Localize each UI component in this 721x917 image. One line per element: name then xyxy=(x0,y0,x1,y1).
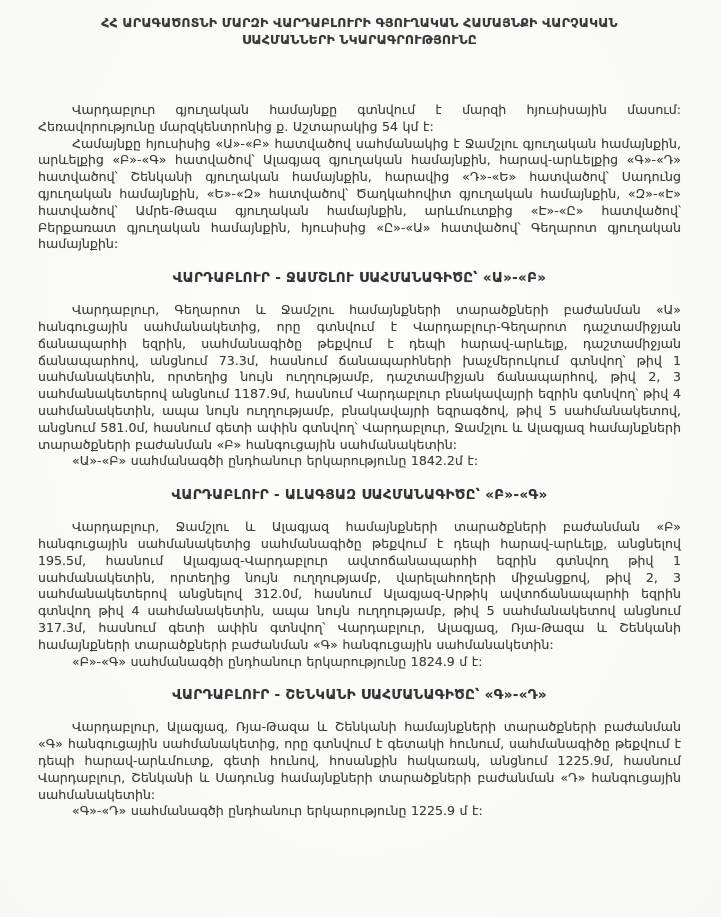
section-2-heading: ՎԱՐԴԱԲԼՈՒՐ - ԱԼԱԳՅԱԶ ՍԱՀՄԱՆԱԳԻԾԸ՝ «Բ»-«Գ» xyxy=(171,487,548,504)
section-3-body: Վարդաբլուր, Ալագյազ, Ռյա-Թազա և Շենկանի համայնքների տարածքների բաժանման «Գ» հանգուցային սահմանակետից, որը գտնվում է գետակի հունում, սահմանագիծը թեքվում է դեպի հարավ-արևմուտք, գետի հունով, հոսանքին հակառակ, անցնում 1225.9մ, հասնում Վարդաբլուր, Շենկանի և Սադունց համայնքների տարածքների բաժանման «Դ» հանգուցային սահմանակետին: xyxy=(38,719,681,802)
section-1-heading: ՎԱՐԴԱԲԼՈՒՐ - ՋԱՄՇԼՈՒ ՍԱՀՄԱՆԱԳԻԾԸ՝ «Ա»-«Բ» xyxy=(172,270,547,287)
section-1-total-length: «Ա»-«Բ» սահմանագծի ընդհանուր երկարությունը 1842.2մ է: xyxy=(72,453,479,469)
document-title: ՀՀ ԱՐԱԳԱԾՈՏՆԻ ՄԱՐԶԻ ՎԱՐԴԱԲԼՈՒՐԻ ԳՅՈՒՂԱԿԱՆ ՀԱՄԱՅՆՔԻ ՎԱՐՉԱԿԱՆ ՍԱՀՄԱՆՆԵՐԻ ՆԿԱՐԱԳՐՈՒԹՅՈՒՆԸ xyxy=(101,15,618,47)
intro-paragraph-location: Վարդաբլուր գյուղական համայնքը գտնվում է մարզի հյուսիսային մասում: Հեռավորությունը մարզկենտրոնից ք. Աշտարակից 54 կմ է: xyxy=(38,102,681,134)
section-2-body: Վարդաբլուր, Ջամշլու և Ալագյազ համայնքների տարածքների բաժանման «Բ» հանգուցային սահմանակետից սահմանագիծը թեքվում է դեպի հարավ-արևելք, անցնելով 195.5մ, հասնում Ալագյազ-Վարդաբլուր ավտոճանապարհի եզրին գտնվող թիվ 1 սահմանակետին, որտեղից նույն ուղղությամբ, վարելահողերի միջանցքով, թիվ 2, 3 սահմանակետերով անցնելով 312.0մ, հասնում Ալագյազ-Արթիկ ավտոճանապարհի եզրին գտնվող թիվ 4 սահմանակետին, ապա նույն ուղղությամբ, թիվ 5 սահմանակետով անցնում 317.3մ, հասնում գետի ափին գտնվող՝ Վարդաբլուր, Ալագյազ, Ռյա-Թազա և Շենկանի համայնքների տարածքների բաժանման «Գ» հանգուցային սահմանակետին: xyxy=(38,519,681,652)
section-2-total-length: «Բ»-«Գ» սահմանագծի ընդհանուր երկարությունը 1824.9 մ է: xyxy=(72,653,483,669)
section-3-total-length: «Գ»-«Դ» սահմանագծի ընդհանուր երկարությունը 1225.9 մ է: xyxy=(72,803,483,819)
section-3-heading: ՎԱՐԴԱԲԼՈՒՐ - ՇԵՆԿԱՆԻ ՍԱՀՄԱՆԱԳԻԾԸ՝ «Գ»-«Դ» xyxy=(172,687,547,704)
section-1-body: Վարդաբլուր, Գեղարոտ և Ջամշլու համայնքների տարածքների բաժանման «Ա» հանգուցային սահմանակետից, որը գտնվում է Վարդաբլուր-Գեղարոտ դաշտամիջյան ճանապարհի եզրին, սահմանագիծը թեքվում է դեպի հարավ-արևելք, դաշտամիջյան ճանապարհով, անցնում 73.3մ, հասնում ճանապարհների խաչմերուկում գտնվող՝ թիվ 1 սահմանակետին, որտեղից նույն ուղղությամբ, դաշտամիջյան ճանապարհով, թիվ 2, 3 սահմանակետերով անցնում 1187.9մ, հասնում Վարդաբլուր բնակավայրի եզրին գտնվող՝ թիվ 4 սահմանակետին, ապա նույն ուղղությամբ, բնակավայրի եզրագծով, թիվ 5 սահմանակետով, անցնում 581.0մ, հասնում գետի ափին գտնվող՝ Վարդաբլուր, Ջամշլու և Ալագյազ համայնքների տարածքների բաժանման «Բ» հանգուցային սահմանակետին: xyxy=(38,302,681,452)
intro-paragraph-neighbors: Համայնքը հյուսիսից «Ա»-«Բ» հատվածով սահմանակից է Ջամշլու գյուղական համայնքին, արևելքից «Բ»-«Գ» հատվածով՝ Ալագյազ գյուղական համայնքին, հարավ-արևելքից «Գ»-«Դ» հատվածով՝ Շենկանի գյուղական համայնքին, հարավից «Դ»-«Ե» հատվածով՝ Սադունց գյուղական համայնքին, «Ե»-«Զ» հատվածով՝ Ծաղկահովիտ գյուղական համայնքին, «Զ»-«Է» հատվածով՝ Ամրե-Թազա գյուղական համայնքին, արևմուտքից «Է»-«Ը» հատվածով՝ Բերքառատ գյուղական համայնքին, հյուսիսից «Ը»-«Ա» հատվածով՝ Գեղարոտ գյուղական համայնքին: xyxy=(38,135,681,252)
